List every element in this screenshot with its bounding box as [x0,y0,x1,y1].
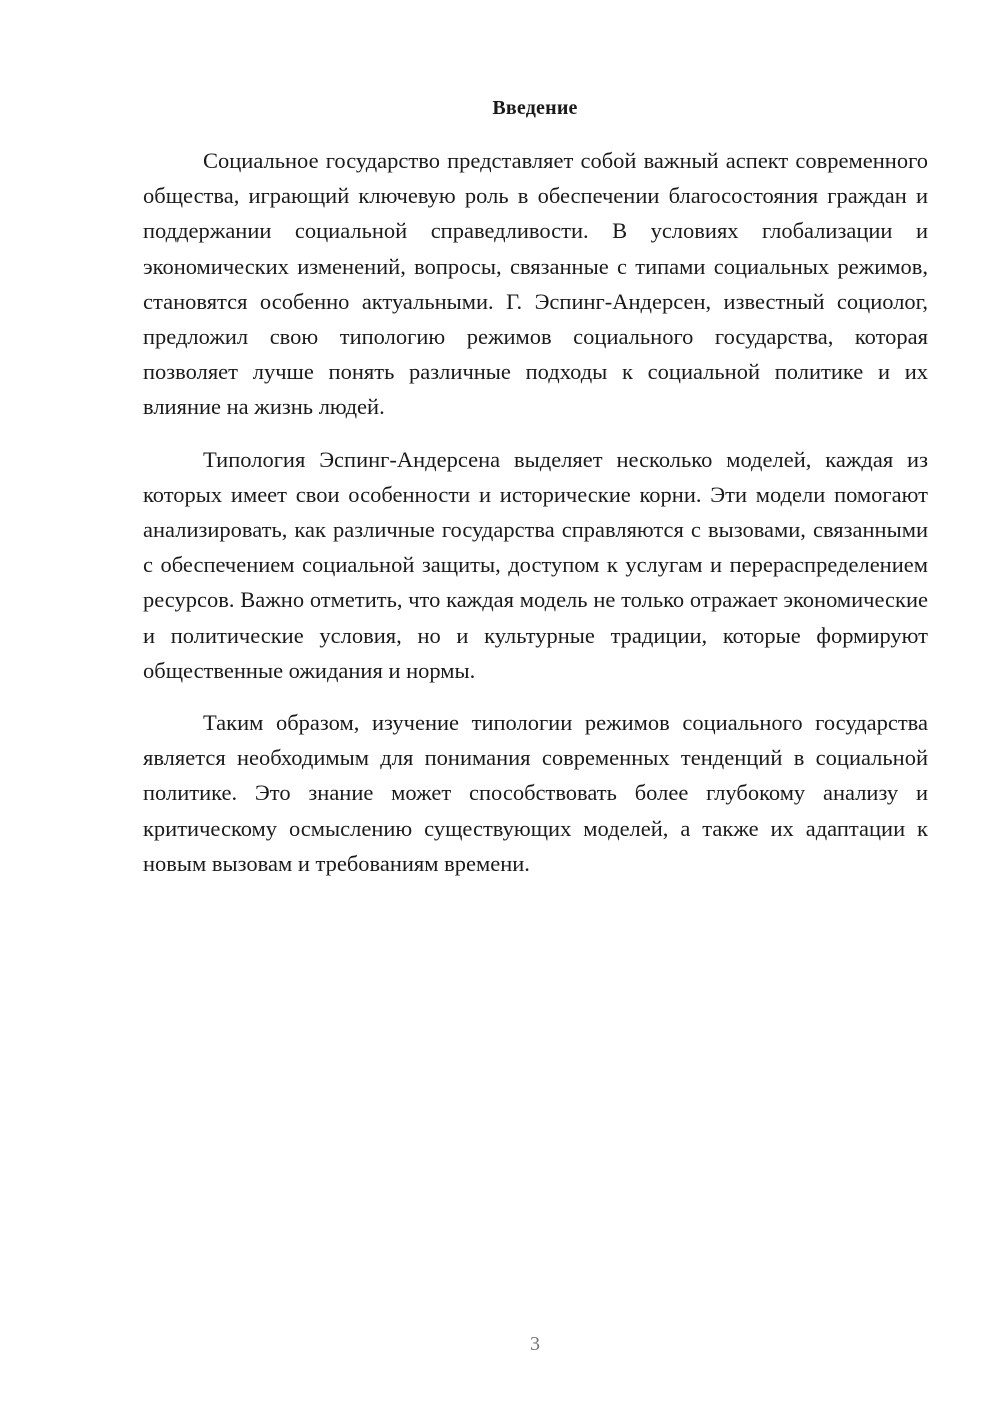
page-number: 3 [530,1333,540,1355]
paragraph-1: Социальное государство представляет собой важный аспект современного общества, играющий ключевую роль в обеспечении благосостояния граждан и поддержании социальной справедливости. В условиях глобализации и экономических изменений, вопросы, связанные с типами социальных режимов, становятся особенно актуальными. Г. Эспинг-Андерсен, известный социолог, предложил свою типологию режимов социального государства, которая позволяет лучше понять различные подходы к социальной политике и их влияние на жизнь людей. [143,148,928,420]
section-heading: Введение [492,97,578,119]
paragraph-2: Типология Эспинг-Андерсена выделяет несколько моделей, каждая из которых имеет свои особенности и исторические корни. Эти модели помогают анализировать, как различные государства справляются с вызовами, связанными с обеспечением социальной защиты, доступом к услугам и перераспределением ресурсов. Важно отметить, что каждая модель не только отражает экономические и политические условия, но и культурные традиции, которые формируют общественные ожидания и нормы. [143,446,928,683]
body-text [143,143,928,881]
paragraph-3: Таким образом, изучение типологии режимов социального государства является необходимым для понимания современных тенденций в социальной политике. Это знание может способствовать более глубокому анализу и критическому осмыслению существующих моделей, а также их адаптации к новым вызовам и требованиям времени. [143,710,928,876]
